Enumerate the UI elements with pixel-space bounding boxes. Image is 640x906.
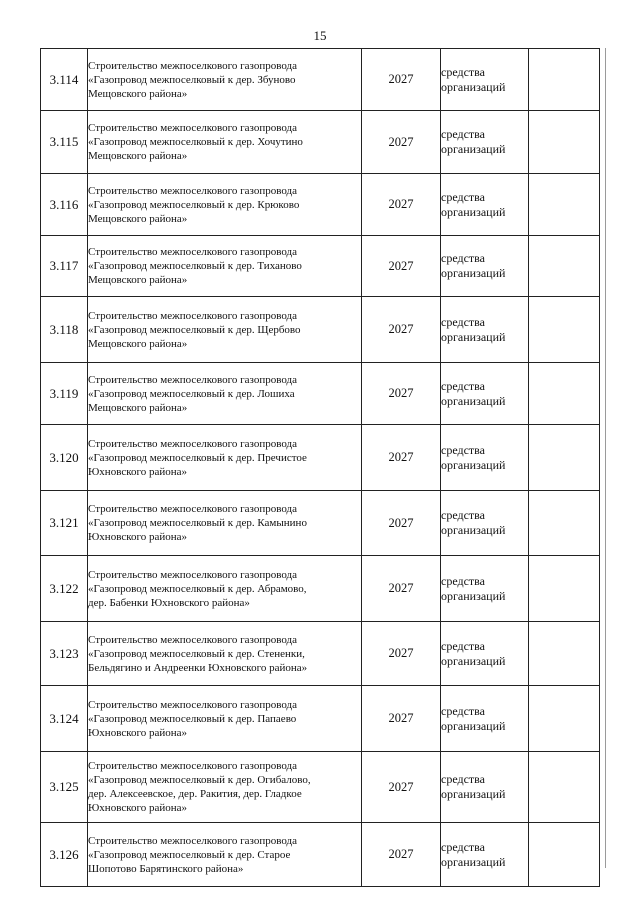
funding-source-line: средства — [441, 638, 486, 653]
description-line: «Газопровод межпоселковый к дер. Абрамово, — [88, 582, 307, 595]
row-empty-cell — [529, 556, 600, 622]
row-funding-source — [441, 111, 529, 174]
funding-source-line: средства — [441, 127, 486, 141]
table-row — [41, 752, 600, 823]
description-line: «Газопровод межпоселковый к дер. Лошиха — [88, 387, 295, 400]
row-description — [88, 363, 362, 425]
row-number: 3.122 — [41, 556, 88, 622]
row-number: 3.114 — [41, 49, 88, 111]
funding-source-line: организаций — [441, 142, 506, 156]
table-row — [41, 823, 600, 887]
funding-source-line: средства — [441, 251, 486, 265]
description-line: дер. Алексеевское, дер. Ракития, дер. Гладкое — [88, 788, 302, 800]
funding-source-line: средства — [441, 189, 486, 204]
row-funding-source — [441, 491, 529, 556]
row-description — [88, 752, 362, 823]
table-row — [41, 425, 600, 491]
row-funding-source — [441, 297, 529, 363]
row-funding-source — [441, 622, 529, 686]
funding-source-line: средства — [441, 64, 486, 79]
description-line: «Газопровод межпоселковый к дер. Збуново — [88, 73, 296, 86]
row-year: 2027 — [362, 49, 441, 111]
row-description — [88, 236, 362, 297]
funding-source-line: организаций — [441, 718, 506, 733]
row-number: 3.118 — [41, 297, 88, 363]
row-number: 3.121 — [41, 491, 88, 556]
row-empty-cell — [529, 111, 600, 174]
table-row — [41, 491, 600, 556]
row-funding-source — [441, 752, 529, 823]
description-line: Строительство межпоселкового газопровода — [88, 246, 297, 258]
description-line: Мещовского района» — [88, 401, 188, 414]
row-description — [88, 174, 362, 236]
row-funding-source — [441, 556, 529, 622]
row-number: 3.115 — [41, 111, 88, 174]
description-line: Юхновского района» — [88, 531, 188, 543]
funding-source-line: организаций — [441, 204, 506, 219]
funding-source-line: организаций — [441, 653, 506, 668]
row-empty-cell — [529, 491, 600, 556]
row-number: 3.119 — [41, 363, 88, 425]
description-line: Строительство межпоселкового газопровода — [88, 59, 297, 72]
row-empty-cell — [529, 49, 600, 111]
funding-source-line: организаций — [441, 266, 506, 280]
description-line: «Газопровод межпоселковый к дер. Камынино — [88, 517, 307, 529]
row-description — [88, 49, 362, 111]
row-year: 2027 — [362, 491, 441, 556]
description-line: «Газопровод межпоселковый к дер. Пречистое — [88, 451, 307, 464]
funding-source-line: организаций — [441, 329, 506, 344]
description-line: «Газопровод межпоселковый к дер. Старое — [88, 848, 291, 861]
description-line: Мещовского района» — [88, 87, 188, 100]
description-line: Строительство межпоселкового газопровода — [88, 568, 297, 581]
table-row — [41, 556, 600, 622]
row-number: 3.117 — [41, 236, 88, 297]
row-empty-cell — [529, 425, 600, 491]
row-number: 3.126 — [41, 823, 88, 887]
table-row — [41, 111, 600, 174]
row-funding-source — [441, 425, 529, 491]
funding-source-line: организаций — [441, 79, 506, 94]
row-year: 2027 — [362, 752, 441, 823]
row-description — [88, 297, 362, 363]
row-description — [88, 111, 362, 174]
row-description — [88, 622, 362, 686]
description-line: Строительство межпоселкового газопровода — [88, 760, 297, 772]
description-line: дер. Бабенки Юхновского района» — [88, 596, 250, 609]
description-line: «Газопровод межпоселковый к дер. Папаево — [88, 712, 297, 725]
row-empty-cell — [529, 297, 600, 363]
description-line: «Газопровод межпоселковый к дер. Крюково — [88, 198, 300, 211]
row-empty-cell — [529, 236, 600, 297]
description-line: Строительство межпоселкового газопровода — [88, 309, 297, 322]
description-line: Строительство межпоселкового газопровода — [88, 437, 297, 450]
projects-table — [40, 48, 600, 887]
description-line: «Газопровод межпоселковый к дер. Огибалово, — [88, 774, 311, 786]
funding-source-line: средства — [441, 839, 486, 854]
description-line: Строительство межпоселкового газопровода — [88, 184, 297, 197]
description-line: Юхновского района» — [88, 465, 188, 478]
table-row — [41, 236, 600, 297]
funding-source-line: организаций — [441, 393, 506, 408]
description-line: «Газопровод межпоселковый к дер. Хочутино — [88, 136, 303, 148]
row-funding-source — [441, 174, 529, 236]
funding-source-line: средства — [441, 703, 486, 718]
row-year: 2027 — [362, 363, 441, 425]
description-line: Строительство межпоселкового газопровода — [88, 633, 297, 646]
description-line: «Газопровод межпоселковый к дер. Щербово — [88, 323, 301, 336]
row-empty-cell — [529, 752, 600, 823]
row-number: 3.116 — [41, 174, 88, 236]
description-line: Строительство межпоселкового газопровода — [88, 834, 297, 847]
funding-source-line: организаций — [441, 787, 506, 801]
row-empty-cell — [529, 823, 600, 887]
description-line: Мещовского района» — [88, 150, 188, 162]
description-line: «Газопровод межпоселковый к дер. Стененки, — [88, 647, 305, 660]
funding-source-line: средства — [441, 772, 486, 786]
description-line: Бельдягино и Андреенки Юхновского района» — [88, 661, 308, 674]
table-row — [41, 49, 600, 111]
row-year: 2027 — [362, 174, 441, 236]
funding-source-line: организаций — [441, 854, 506, 869]
description-line: Шопотово Барятинского района» — [88, 862, 244, 875]
description-line: Мещовского района» — [88, 274, 188, 286]
description-line: Мещовского района» — [88, 212, 188, 225]
row-funding-source — [441, 236, 529, 297]
table-row — [41, 686, 600, 752]
row-description — [88, 823, 362, 887]
funding-source-line: организаций — [441, 523, 506, 537]
row-funding-source — [441, 363, 529, 425]
funding-source-line: средства — [441, 573, 486, 588]
row-year: 2027 — [362, 823, 441, 887]
table-row — [41, 297, 600, 363]
description-line: «Газопровод межпоселковый к дер. Тиханово — [88, 260, 302, 272]
description-line: Строительство межпоселкового газопровода — [88, 698, 297, 711]
row-number: 3.120 — [41, 425, 88, 491]
row-empty-cell — [529, 686, 600, 752]
row-number: 3.125 — [41, 752, 88, 823]
projects-table-body — [41, 49, 600, 887]
row-year: 2027 — [362, 111, 441, 174]
row-description — [88, 556, 362, 622]
description-line: Строительство межпоселкового газопровода — [88, 122, 297, 134]
row-funding-source — [441, 49, 529, 111]
table-row — [41, 174, 600, 236]
row-funding-source — [441, 686, 529, 752]
row-description — [88, 425, 362, 491]
row-year: 2027 — [362, 622, 441, 686]
table-row — [41, 363, 600, 425]
row-year: 2027 — [362, 686, 441, 752]
funding-source-line: средства — [441, 442, 486, 457]
row-funding-source — [441, 823, 529, 887]
description-line: Юхновского района» — [88, 802, 188, 814]
row-year: 2027 — [362, 556, 441, 622]
table-row — [41, 622, 600, 686]
row-description — [88, 491, 362, 556]
row-year: 2027 — [362, 425, 441, 491]
row-year: 2027 — [362, 297, 441, 363]
row-year: 2027 — [362, 236, 441, 297]
description-line: Строительство межпоселкового газопровода — [88, 503, 297, 515]
funding-source-line: организаций — [441, 588, 506, 603]
funding-source-line: средства — [441, 508, 486, 522]
row-empty-cell — [529, 174, 600, 236]
description-line: Юхновского района» — [88, 726, 188, 739]
description-line: Строительство межпоселкового газопровода — [88, 373, 297, 386]
row-number: 3.123 — [41, 622, 88, 686]
row-empty-cell — [529, 622, 600, 686]
funding-source-line: средства — [441, 378, 486, 393]
row-description — [88, 686, 362, 752]
funding-source-line: средства — [441, 314, 486, 329]
row-empty-cell — [529, 363, 600, 425]
right-margin-line — [605, 48, 606, 868]
row-number: 3.124 — [41, 686, 88, 752]
page-number: 15 — [313, 28, 327, 43]
description-line: Мещовского района» — [88, 337, 188, 350]
funding-source-line: организаций — [441, 457, 506, 472]
